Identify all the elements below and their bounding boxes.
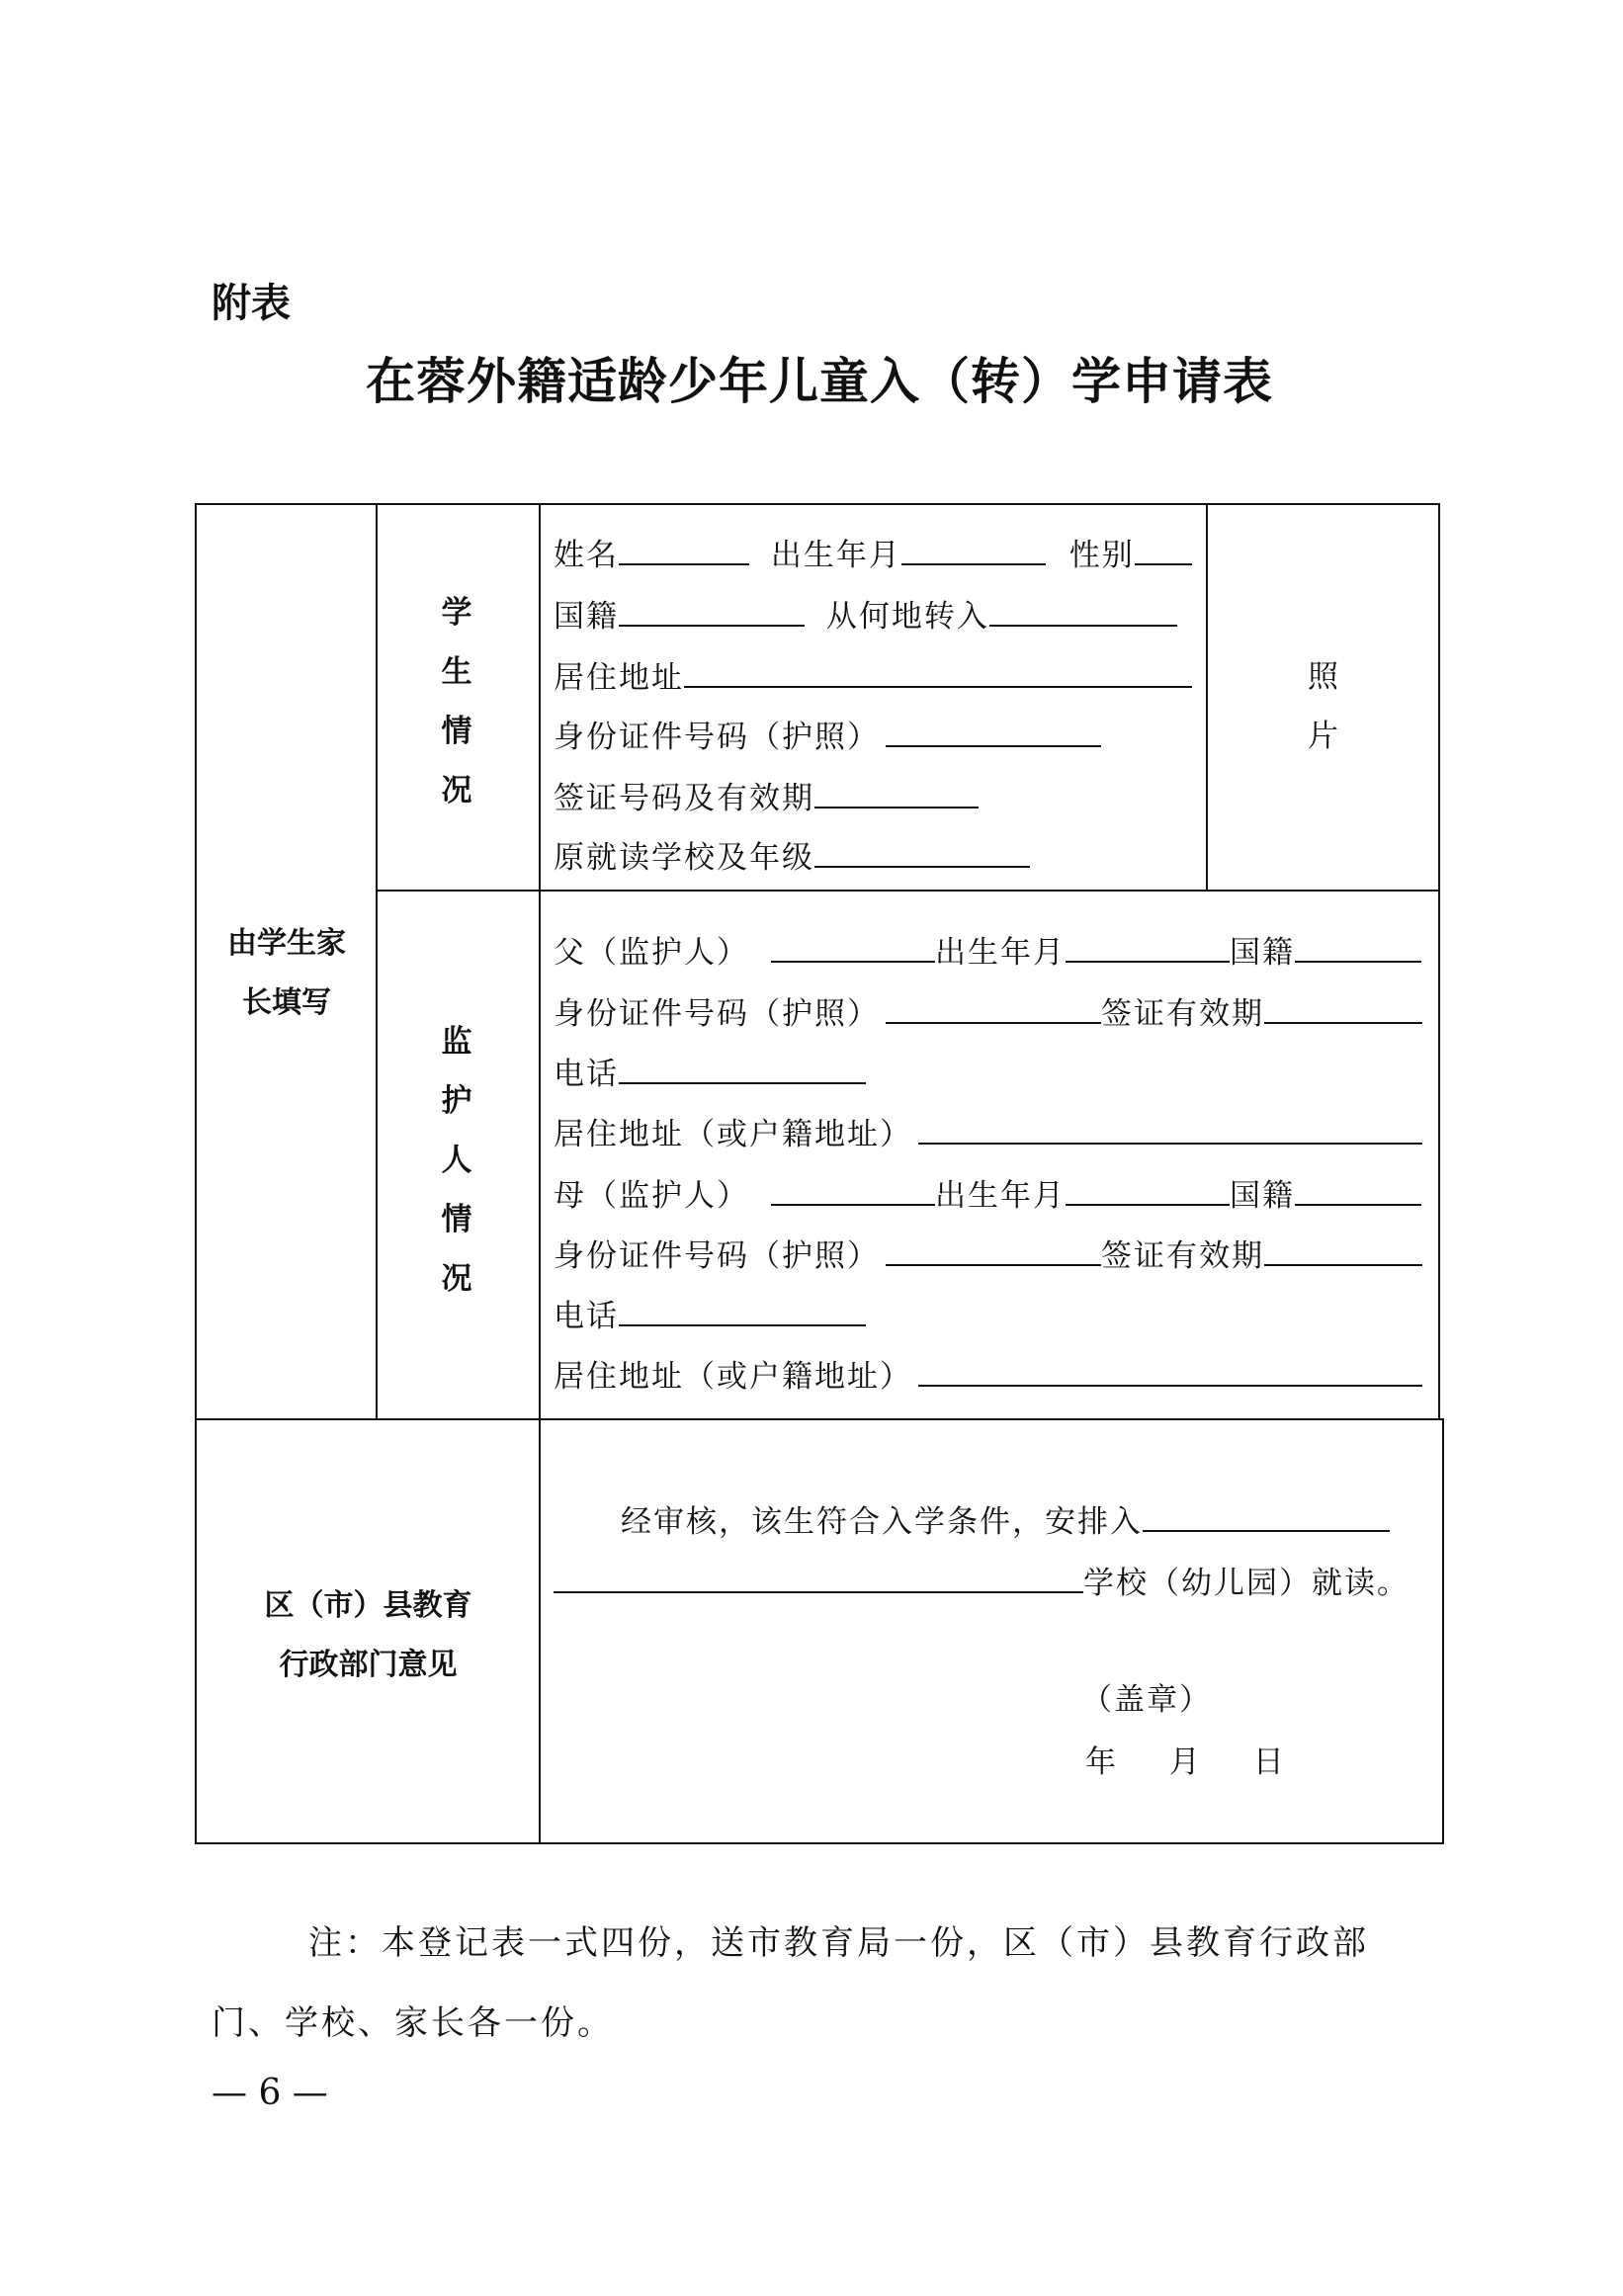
student-row-4 <box>554 716 1101 755</box>
mother-dob-label: 出生年月 <box>935 1178 1066 1214</box>
visa-field[interactable] <box>814 777 979 808</box>
student-row-2 <box>554 595 1177 635</box>
id-label: 身份证件号码（护照） <box>554 720 880 755</box>
mother-dob-field[interactable] <box>1066 1174 1230 1206</box>
father-nationality-label: 国籍 <box>1230 935 1295 971</box>
mother-phone-label: 电话 <box>554 1299 619 1334</box>
mother-id-field[interactable] <box>886 1234 1101 1266</box>
mother-address-field[interactable] <box>918 1355 1422 1387</box>
dept-opinion-label <box>198 1576 539 1695</box>
mother-name-field[interactable] <box>771 1174 935 1206</box>
photo-char: 照 <box>1308 659 1338 695</box>
mother-row-1 <box>554 1174 1421 1214</box>
student-label-char: 况 <box>441 773 472 808</box>
mother-address-label: 居住地址（或户籍地址） <box>554 1359 912 1395</box>
opinion-line-1 <box>621 1500 1390 1540</box>
guardian-label-char: 人 <box>441 1143 472 1178</box>
guardian-section-label <box>427 1012 486 1309</box>
father-visa-field[interactable] <box>1264 992 1422 1024</box>
father-row-1 <box>554 931 1421 971</box>
father-label: 父（监护人） <box>554 935 749 971</box>
note-line-2: 门、学校、家长各一份。 <box>212 2003 614 2043</box>
father-row-4 <box>554 1113 1422 1152</box>
father-nationality-field[interactable] <box>1295 931 1421 963</box>
name-field[interactable] <box>619 534 749 565</box>
dept-opinion-line-1: 区（市）县教育 <box>264 1588 472 1623</box>
assigned-school-field-2[interactable] <box>554 1562 1083 1593</box>
father-address-label: 居住地址（或户籍地址） <box>554 1117 912 1152</box>
photo-placeholder <box>1208 647 1438 766</box>
page-title: 在蓉外籍适龄少年儿童入（转）学申请表 <box>366 353 1273 410</box>
id-field[interactable] <box>886 716 1101 747</box>
year-label: 年 <box>1085 1744 1118 1780</box>
student-label-char: 学 <box>441 595 472 631</box>
father-id-label: 身份证件号码（护照） <box>554 996 880 1032</box>
opinion-text-1: 经审核，该生符合入学条件，安排入 <box>621 1504 1143 1540</box>
gender-label: 性别 <box>1068 538 1135 573</box>
father-name-field[interactable] <box>771 931 935 963</box>
dob-label: 出生年月 <box>770 538 901 573</box>
opinion-text-2: 学校（幼儿园）就读。 <box>1083 1566 1409 1601</box>
appendix-label: 附表 <box>212 281 291 326</box>
father-id-field[interactable] <box>886 992 1101 1024</box>
father-phone-label: 电话 <box>554 1057 619 1092</box>
mother-visa-label: 签证有效期 <box>1101 1238 1264 1274</box>
address-label: 居住地址 <box>554 660 684 696</box>
date-line <box>1085 1744 1286 1780</box>
gender-field[interactable] <box>1135 534 1192 565</box>
mother-phone-field[interactable] <box>619 1295 866 1326</box>
guardian-label-char: 护 <box>441 1083 472 1119</box>
seal-label: （盖章） <box>1081 1682 1212 1718</box>
father-dob-field[interactable] <box>1066 931 1230 963</box>
prev-school-field[interactable] <box>814 836 1030 868</box>
dept-opinion-line-2: 行政部门意见 <box>279 1648 458 1682</box>
father-visa-label: 签证有效期 <box>1101 996 1264 1032</box>
visa-label: 签证号码及有效期 <box>554 781 814 816</box>
mother-visa-field[interactable] <box>1264 1234 1422 1266</box>
assigned-school-field-1[interactable] <box>1143 1500 1390 1532</box>
mother-nationality-field[interactable] <box>1295 1174 1421 1206</box>
student-row-3 <box>554 656 1192 696</box>
student-row-5 <box>554 777 979 816</box>
parent-fill-line-1: 由学生家 <box>227 926 346 961</box>
mother-nationality-label: 国籍 <box>1230 1178 1295 1214</box>
mother-row-3 <box>554 1295 866 1334</box>
photo-char: 片 <box>1308 719 1338 754</box>
guardian-label-char: 监 <box>441 1024 472 1060</box>
nationality-field[interactable] <box>619 595 805 627</box>
mother-label: 母（监护人） <box>554 1178 749 1214</box>
month-label: 月 <box>1168 1744 1202 1780</box>
opinion-line-2 <box>554 1562 1409 1601</box>
name-label: 姓名 <box>554 538 619 573</box>
guardian-label-char: 况 <box>441 1261 472 1297</box>
mother-row-2 <box>554 1234 1422 1274</box>
father-row-3 <box>554 1053 866 1092</box>
address-field[interactable] <box>684 656 1192 688</box>
note-line-1: 注：本登记表一式四份，送市教育局一份，区（市）县教育行政部 <box>308 1923 1369 1963</box>
transfer-from-field[interactable] <box>989 595 1177 627</box>
transfer-from-label: 从何地转入 <box>825 599 989 635</box>
page-number: — 6 — <box>212 2073 328 2113</box>
father-row-2 <box>554 992 1422 1032</box>
dob-field[interactable] <box>901 534 1046 565</box>
student-section-label <box>427 583 486 820</box>
prev-school-label: 原就读学校及年级 <box>554 840 814 876</box>
mother-row-4 <box>554 1355 1422 1395</box>
parent-fill-line-2: 长填写 <box>242 985 331 1020</box>
father-address-field[interactable] <box>918 1113 1422 1145</box>
student-row-6 <box>554 836 1030 876</box>
mother-id-label: 身份证件号码（护照） <box>554 1238 880 1274</box>
nationality-label: 国籍 <box>554 599 619 635</box>
student-label-char: 生 <box>441 654 472 690</box>
day-label: 日 <box>1252 1744 1286 1780</box>
father-dob-label: 出生年月 <box>935 935 1066 971</box>
student-label-char: 情 <box>441 714 472 749</box>
student-row-1 <box>554 534 1192 573</box>
father-phone-field[interactable] <box>619 1053 866 1084</box>
parent-fill-label <box>198 914 376 1033</box>
guardian-label-char: 情 <box>441 1202 472 1237</box>
